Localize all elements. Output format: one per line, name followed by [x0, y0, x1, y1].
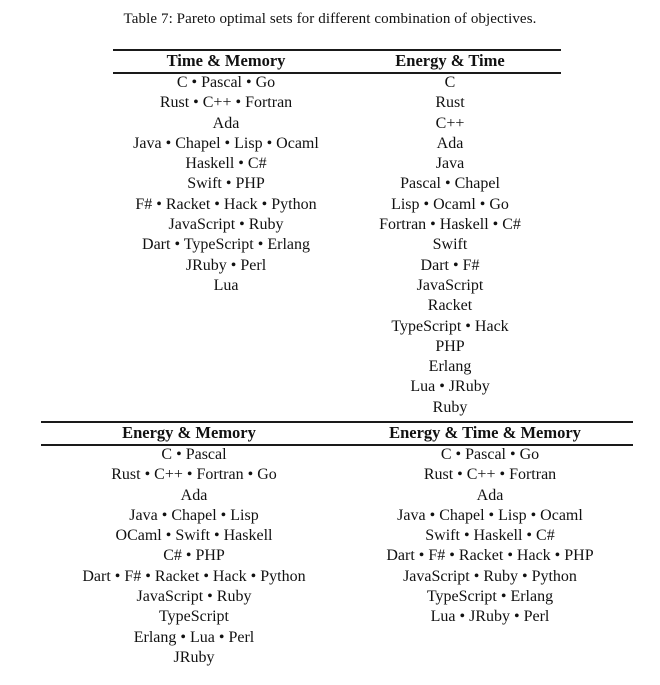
table-cell: Haskell • C#	[185, 155, 267, 173]
table-cell: Dart • F# • Racket • Hack • PHP	[386, 547, 594, 565]
table-cell: C • Pascal • Go	[440, 446, 540, 463]
table-cell: Ada	[212, 114, 240, 132]
table-cell: Rust • C++ • Fortran • Go	[111, 466, 277, 484]
column-energy-memory	[41, 445, 347, 668]
table-cell: Rust	[435, 94, 465, 112]
bottom-table	[41, 420, 633, 685]
table-cell: TypeScript	[159, 608, 229, 626]
table-cell: Swift	[432, 236, 468, 254]
table-cell: C • Pascal	[161, 446, 227, 463]
table-cell: Swift • PHP	[187, 175, 265, 193]
table-cell: TypeScript • Erlang	[426, 588, 554, 606]
table-cell: Ada	[436, 134, 464, 152]
table-cell: JavaScript • Ruby	[136, 588, 252, 606]
table-cell: Pascal • Chapel	[400, 175, 500, 193]
table-cell: Erlang	[428, 358, 472, 376]
table-cell: Swift • Haskell • C#	[425, 527, 555, 545]
table-cell: Rust • C++ • Fortran	[159, 94, 293, 112]
table-cell: Java • Chapel • Lisp	[129, 506, 259, 524]
table-cell: Dart • F# • Racket • Hack • Python	[82, 567, 306, 585]
table-cell: Java	[435, 155, 465, 173]
bottom-table-header-row	[41, 423, 633, 443]
table-cell: Dart • TypeScript • Erlang	[142, 236, 310, 254]
column-energy-time	[339, 73, 561, 418]
table-cell: F# • Racket • Hack • Python	[135, 195, 317, 213]
header-energy-time-memory: Energy & Time & Memory	[389, 423, 581, 442]
table-cell: C# • PHP	[163, 547, 225, 565]
table-cell: C	[444, 74, 456, 91]
table-cell: JRuby • Perl	[185, 256, 267, 274]
table-cell: JavaScript • Ruby • Python	[403, 567, 577, 585]
top-table-body	[113, 73, 561, 418]
table-cell: Ada	[180, 486, 208, 504]
table-cell: C • Pascal • Go	[176, 74, 276, 91]
table-cell: PHP	[435, 337, 465, 355]
table-cell: Lua • JRuby	[410, 378, 490, 396]
header-energy-time: Energy & Time	[395, 51, 505, 70]
header-time-memory: Time & Memory	[166, 51, 286, 70]
table-cell: Erlang • Lua • Perl	[133, 628, 255, 646]
table-cell: Ada	[476, 486, 504, 504]
table-cell: TypeScript • Hack	[391, 317, 509, 335]
column-time-memory	[113, 73, 339, 418]
column-energy-time-memory	[347, 445, 633, 668]
table-cell: Lua	[213, 276, 239, 294]
table-cell: Java • Chapel • Lisp • Ocaml	[397, 506, 583, 524]
table-cell: Dart • F#	[420, 256, 480, 274]
table-cell: Ruby	[432, 398, 468, 416]
table-cell: Rust • C++ • Fortran	[423, 466, 557, 484]
table-caption: Table 7: Pareto optimal sets for different combination of objectives.	[123, 11, 537, 27]
top-table	[113, 45, 561, 420]
table-cell: Racket	[427, 297, 473, 315]
table-cell: OCaml • Swift • Haskell	[115, 527, 273, 545]
table-cell: JavaScript	[416, 276, 484, 294]
bottom-table-body	[41, 445, 633, 668]
header-energy-memory: Energy & Memory	[122, 423, 256, 442]
table-cell: Lua • JRuby • Perl	[430, 608, 550, 626]
table-cell: JavaScript • Ruby	[168, 216, 284, 234]
table-cell: Lisp • Ocaml • Go	[391, 195, 509, 213]
table-cell: JRuby	[173, 648, 215, 666]
table-cell: Java • Chapel • Lisp • Ocaml	[133, 134, 319, 152]
top-table-header-row	[113, 51, 561, 71]
table-cell: Fortran • Haskell • C#	[379, 216, 521, 234]
table-cell: C++	[435, 114, 465, 132]
